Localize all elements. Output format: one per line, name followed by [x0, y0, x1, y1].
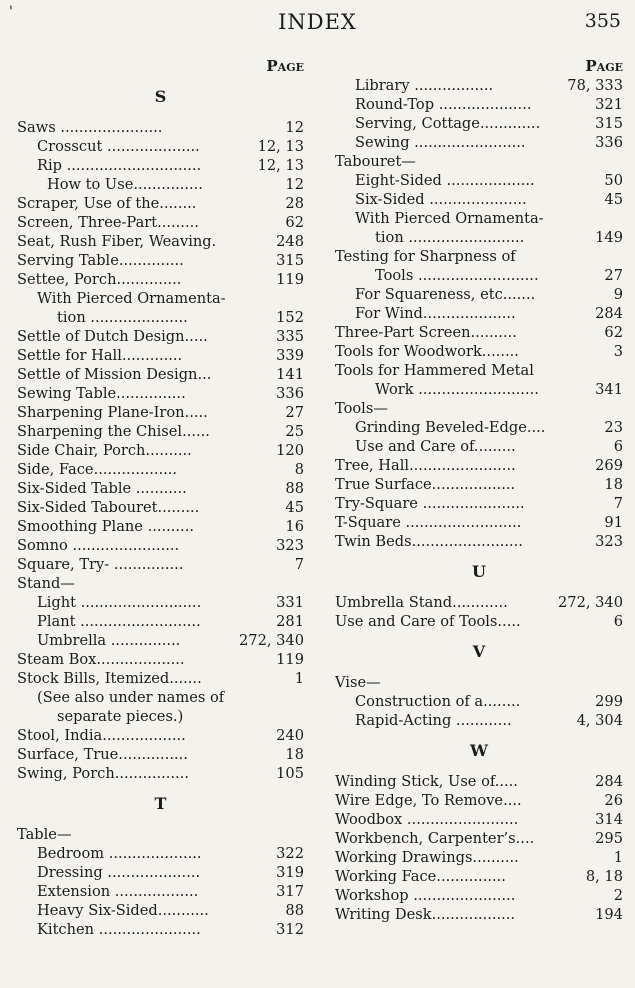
entry-label: Six-Sided Table ...........: [17, 480, 187, 497]
entry-label: Grinding Beveled-Edge....: [355, 419, 546, 436]
entry-page: 315: [276, 252, 304, 269]
index-entry: [17, 631, 304, 650]
entry-page: 120: [276, 442, 304, 459]
index-entry: [335, 247, 623, 266]
entry-label: Swing, Porch................: [17, 765, 189, 782]
entry-page: 18: [604, 476, 623, 493]
index-entry: [17, 612, 304, 631]
index-entry: [335, 867, 623, 886]
entry-label: Sharpening the Chisel......: [17, 423, 210, 440]
entry-label: Construction of a........: [355, 693, 521, 710]
page-column-header: Page: [266, 57, 304, 75]
entry-page: 78, 333: [567, 77, 623, 94]
index-entry: [335, 380, 623, 399]
entry-page: 88: [285, 480, 304, 497]
entry-label: For Wind....................: [355, 305, 516, 322]
entry-label: Side Chair, Porch..........: [17, 442, 192, 459]
entry-page: 248: [276, 233, 304, 250]
entry-page: 25: [285, 423, 304, 440]
entry-page: 336: [595, 134, 623, 151]
entry-label: Rip .............................: [37, 157, 202, 174]
index-entry: [17, 863, 304, 882]
index-entry: [335, 513, 623, 532]
entry-page: 16: [285, 518, 304, 535]
index-entry: [335, 829, 623, 848]
index-entry: [17, 460, 304, 479]
index-entry: [335, 114, 623, 133]
entry-page: 12, 13: [257, 138, 304, 155]
entry-page: 8, 18: [585, 868, 623, 885]
entry-label: separate pieces.): [57, 708, 184, 725]
entry-label: Saws ......................: [17, 119, 163, 136]
entry-label: Tools ..........................: [375, 267, 539, 284]
entry-page: 281: [276, 613, 304, 630]
entry-label: For Squareness, etc.......: [355, 286, 536, 303]
index-entry: [335, 612, 623, 631]
index-entry: [17, 555, 304, 574]
index-entry: [17, 707, 304, 726]
section-letter: T: [154, 794, 167, 813]
entry-label: How to Use...............: [47, 176, 203, 193]
index-entry: [17, 384, 304, 403]
index-entry: [17, 844, 304, 863]
entry-label: Screen, Three-Part.........: [17, 214, 199, 231]
index-entry: [17, 498, 304, 517]
index-entry: [17, 479, 304, 498]
index-entry: [335, 133, 623, 152]
entry-label: Dressing ....................: [37, 864, 201, 881]
section-letter: V: [472, 642, 486, 661]
entry-label: Settle for Hall.............: [17, 347, 183, 364]
entry-label: tion .........................: [375, 229, 525, 246]
entry-page: 12: [285, 119, 304, 136]
entry-label: Tools for Hammered Metal: [335, 362, 534, 379]
entry-page: 319: [276, 864, 304, 881]
index-entry: [335, 494, 623, 513]
entry-label: Settle of Dutch Design.....: [17, 328, 208, 345]
index-entry: [335, 342, 623, 361]
entry-page: 28: [285, 195, 304, 212]
entry-page: 88: [285, 902, 304, 919]
entry-label: Woodbox ........................: [335, 811, 519, 828]
entry-label: Vise—: [335, 674, 381, 691]
index-entry: [17, 156, 304, 175]
entry-label: Seat, Rush Fiber, Weaving.: [17, 233, 217, 250]
entry-label: Eight-Sided ...................: [355, 172, 535, 189]
page-number: 355: [584, 10, 621, 32]
entry-page: 8: [294, 461, 304, 478]
entry-label: Extension ..................: [37, 883, 199, 900]
entry-label: Somno .......................: [17, 537, 180, 554]
index-entry: [335, 456, 623, 475]
entry-label: Sewing Table...............: [17, 385, 186, 402]
index-entry: [335, 886, 623, 905]
index-entry: [335, 209, 623, 228]
entry-label: Plant ..........................: [37, 613, 201, 630]
index-entry: [17, 574, 304, 593]
entry-page: 2: [613, 887, 623, 904]
entry-page: 269: [595, 457, 623, 474]
entry-label: Tree, Hall.......................: [335, 457, 516, 474]
entry-label: Table—: [17, 826, 72, 843]
entry-page: 194: [595, 906, 623, 923]
entry-page: 341: [595, 381, 623, 398]
entry-label: With Pierced Ornamenta-: [355, 210, 544, 227]
entry-page: 45: [285, 499, 304, 516]
index-entry: [17, 536, 304, 555]
entry-label: Wire Edge, To Remove....: [335, 792, 522, 809]
entry-page: 284: [595, 773, 623, 790]
index-entry: [17, 441, 304, 460]
entry-label: Round-Top ....................: [355, 96, 532, 113]
index-entry: [17, 650, 304, 669]
entry-page: 152: [276, 309, 304, 326]
entry-page: 62: [285, 214, 304, 231]
entry-label: Six-Sided Tabouret.........: [17, 499, 200, 516]
index-entry: [17, 346, 304, 365]
entry-label: Side, Face..................: [17, 461, 178, 478]
index-entry: [17, 517, 304, 536]
entry-label: Stool, India..................: [17, 727, 186, 744]
entry-label: Umbrella ...............: [37, 632, 181, 649]
entry-label: Six-Sided .....................: [355, 191, 527, 208]
entry-label: Workshop ......................: [335, 887, 516, 904]
entry-page: 12: [285, 176, 304, 193]
index-entry: [17, 232, 304, 251]
entry-page: 336: [276, 385, 304, 402]
entry-label: Heavy Six-Sided...........: [37, 902, 209, 919]
entry-page: 299: [595, 693, 623, 710]
entry-label: Kitchen ......................: [37, 921, 201, 938]
index-entry: [17, 882, 304, 901]
index-entry: [17, 118, 304, 137]
index-entry: [335, 418, 623, 437]
entry-page: 272, 340: [558, 594, 623, 611]
entry-label: Library .................: [355, 77, 494, 94]
entry-label: Stock Bills, Itemized.......: [17, 670, 202, 687]
entry-label: Surface, True...............: [17, 746, 188, 763]
entry-page: 141: [276, 366, 304, 383]
entry-page: 91: [604, 514, 623, 531]
entry-page: 335: [276, 328, 304, 345]
index-column-left: [17, 56, 304, 939]
index-entry: [335, 228, 623, 247]
index-entry: [17, 403, 304, 422]
index-entry: [335, 673, 623, 692]
entry-page: 27: [604, 267, 623, 284]
entry-page: 9: [613, 286, 623, 303]
entry-label: Use and Care of Tools.....: [335, 613, 521, 630]
index-entry: [335, 692, 623, 711]
entry-page: 7: [294, 556, 304, 573]
entry-label: Sharpening Plane-Iron.....: [17, 404, 208, 421]
index-entry: [335, 791, 623, 810]
entry-label: Serving Table..............: [17, 252, 184, 269]
entry-label: Working Face...............: [335, 868, 506, 885]
entry-label: Stand—: [17, 575, 75, 592]
entry-page: 149: [595, 229, 623, 246]
entry-label: Workbench, Carpenter’s....: [335, 830, 535, 847]
index-entry: [335, 266, 623, 285]
index-entry: [335, 848, 623, 867]
section-letter: S: [154, 87, 167, 106]
entry-page: 323: [276, 537, 304, 554]
entry-label: Smoothing Plane ..........: [17, 518, 194, 535]
index-entry: [17, 327, 304, 346]
entry-page: 1: [294, 670, 304, 687]
entry-label: Try-Square ......................: [335, 495, 525, 512]
entry-label: Work ..........................: [375, 381, 539, 398]
index-entry: [17, 422, 304, 441]
index-entry: [335, 475, 623, 494]
entry-page: 1: [613, 849, 623, 866]
section-letter: W: [470, 741, 488, 760]
entry-label: Square, Try- ...............: [17, 556, 184, 573]
index-entry: [335, 95, 623, 114]
entry-label: Sewing ........................: [355, 134, 526, 151]
entry-page: 317: [276, 883, 304, 900]
entry-page: 50: [604, 172, 623, 189]
entry-label: With Pierced Ornamenta-: [37, 290, 226, 307]
index-entry: [17, 593, 304, 612]
index-entry: [335, 810, 623, 829]
entry-label: Serving, Cottage.............: [355, 115, 541, 132]
entry-page: 240: [276, 727, 304, 744]
index-entry: [335, 905, 623, 924]
index-entry: [335, 772, 623, 791]
index-entry: [17, 137, 304, 156]
entry-page: 284: [595, 305, 623, 322]
entry-page: 4, 304: [576, 712, 623, 729]
entry-label: Rapid-Acting ............: [355, 712, 512, 729]
entry-label: (See also under names of: [37, 689, 225, 706]
entry-label: Testing for Sharpness of: [335, 248, 516, 265]
index-entry: [335, 593, 623, 612]
entry-page: 26: [604, 792, 623, 809]
entry-page: 23: [604, 419, 623, 436]
entry-label: Scraper, Use of the........: [17, 195, 197, 212]
entry-page: 321: [595, 96, 623, 113]
entry-label: Tools for Woodwork........: [335, 343, 519, 360]
entry-page: 339: [276, 347, 304, 364]
entry-page: 119: [276, 651, 304, 668]
entry-label: Three-Part Screen..........: [335, 324, 517, 341]
entry-page: 62: [604, 324, 623, 341]
entry-page: 12, 13: [257, 157, 304, 174]
entry-page: 119: [276, 271, 304, 288]
index-entry: [17, 289, 304, 308]
index-entry: [17, 251, 304, 270]
page-column-header: Page: [585, 57, 623, 75]
entry-page: 323: [595, 533, 623, 550]
entry-label: Tabouret—: [335, 153, 416, 170]
entry-label: Writing Desk..................: [335, 906, 516, 923]
entry-page: 105: [276, 765, 304, 782]
index-entry: [335, 437, 623, 456]
index-entry: [335, 361, 623, 380]
entry-page: 331: [276, 594, 304, 611]
index-entry: [335, 323, 623, 342]
entry-page: 312: [276, 921, 304, 938]
index-entry: [17, 745, 304, 764]
entry-page: 314: [595, 811, 623, 828]
entry-label: Use and Care of.........: [355, 438, 516, 455]
index-entry: [17, 175, 304, 194]
entry-page: 295: [595, 830, 623, 847]
entry-page: 6: [613, 438, 623, 455]
entry-label: T-Square .........................: [335, 514, 522, 531]
entry-page: 7: [613, 495, 623, 512]
page-title: INDEX: [278, 10, 357, 34]
entry-label: True Surface..................: [335, 476, 516, 493]
index-entry: [17, 213, 304, 232]
index-entry: [17, 764, 304, 783]
entry-page: 272, 340: [239, 632, 304, 649]
entry-page: 315: [595, 115, 623, 132]
entry-label: Steam Box...................: [17, 651, 185, 668]
entry-label: Tools—: [335, 400, 388, 417]
index-entry: [335, 171, 623, 190]
index-entry: [17, 901, 304, 920]
index-entry: [335, 532, 623, 551]
entry-label: Umbrella Stand............: [335, 594, 508, 611]
entry-label: Light ..........................: [37, 594, 202, 611]
entry-label: Crosscut ....................: [37, 138, 200, 155]
index-entry: [17, 726, 304, 745]
index-entry: [335, 76, 623, 95]
index-entry: [17, 365, 304, 384]
entry-label: Bedroom ....................: [37, 845, 202, 862]
index-entry: [335, 152, 623, 171]
index-entry: [335, 285, 623, 304]
index-entry: [17, 688, 304, 707]
entry-label: Winding Stick, Use of.....: [335, 773, 518, 790]
entry-page: 45: [604, 191, 623, 208]
index-entry: [17, 308, 304, 327]
index-entry: [335, 711, 623, 730]
entry-page: 18: [285, 746, 304, 763]
index-column-right: [335, 56, 623, 924]
entry-label: Working Drawings..........: [335, 849, 519, 866]
index-entry: [17, 920, 304, 939]
entry-page: 6: [613, 613, 623, 630]
entry-page: 27: [285, 404, 304, 421]
index-entry: [17, 669, 304, 688]
entry-label: Settle of Mission Design...: [17, 366, 212, 383]
index-entry: [335, 190, 623, 209]
index-entry: [335, 304, 623, 323]
entry-label: Twin Beds........................: [335, 533, 523, 550]
index-entry: [335, 399, 623, 418]
entry-page: 322: [276, 845, 304, 862]
index-entry: [17, 270, 304, 289]
section-letter: U: [472, 562, 486, 581]
header-mark: ': [9, 4, 13, 20]
index-entry: [17, 825, 304, 844]
index-entry: [17, 194, 304, 213]
entry-label: tion .....................: [57, 309, 188, 326]
entry-page: 3: [613, 343, 623, 360]
entry-label: Settee, Porch..............: [17, 271, 182, 288]
